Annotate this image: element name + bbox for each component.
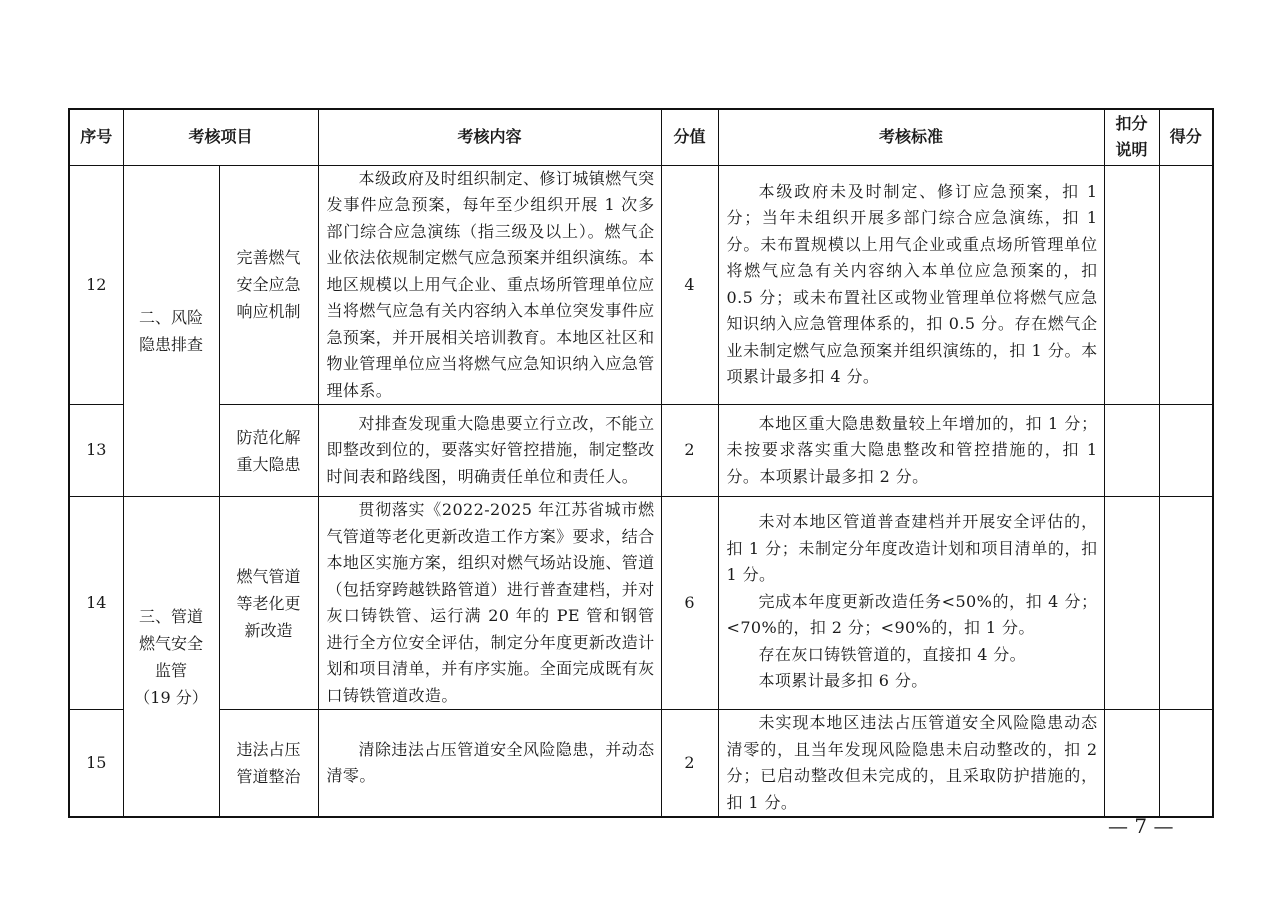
standard-text: 存在灰口铸铁管道的，直接扣 4 分。: [758, 644, 1027, 664]
row-seq: 14: [69, 497, 123, 710]
deduction-note-cell[interactable]: [1104, 710, 1159, 818]
content-cell: [318, 497, 661, 710]
category-label-line: 三、管道: [138, 606, 203, 626]
page-number: — 7 —: [1108, 814, 1174, 838]
earned-score-cell[interactable]: [1159, 497, 1213, 710]
row-seq: 12: [69, 165, 123, 405]
content-text: 本级政府及时组织制定、修订城镇燃气突发事件应急预案，每年至少组织开展 1 次多部门综合应急演练（指三级及以上）。燃气企业依法依规制定燃气应急预案并组织演练。本地区规模以上用气企业、重点场所管理单位应当将燃气应急有关内容纳入本单位突发事件应急预案，并开展相关培训教育。本地区社区和物业管理单位应当将燃气应急知识纳入应急管理体系。: [326, 168, 655, 400]
row-seq: 15: [69, 710, 123, 818]
deduction-note-cell[interactable]: [1104, 165, 1159, 405]
table-row: [69, 165, 1213, 405]
header-deduction-note-label: 扣分说明: [1115, 114, 1148, 159]
header-item: 考核项目: [123, 109, 318, 165]
assessment-table: [68, 108, 1214, 818]
category-cell: [123, 165, 219, 497]
header-score: 分值: [661, 109, 718, 165]
header-seq: 序号: [69, 109, 123, 165]
score-cell: 2: [661, 405, 718, 497]
sub-item-label: 违法占压管道整治: [236, 740, 301, 786]
sub-item-cell: [219, 165, 318, 405]
standard-text: 未对本地区管道普查建档并开展安全评估的，扣 1 分；未制定分年度改造计划和项目清单的，扣 1 分。: [726, 512, 1098, 584]
category-cell: [123, 497, 219, 818]
standard-text: 本项累计最多扣 6 分。: [758, 671, 928, 690]
category-label-line: 燃气安全: [138, 633, 203, 653]
standard-cell: [718, 497, 1104, 710]
table-row: [69, 710, 1213, 818]
sub-item-label: 防范化解重大隐患: [236, 427, 301, 474]
sub-item-cell: [219, 710, 318, 818]
standard-text: 未实现本地区违法占压管道安全风险隐患动态清零的，且当年发现风险隐患未启动整改的，扣 2 分；已启动整改但未完成的，且采取防护措施的，扣 1 分。: [726, 713, 1098, 812]
earned-score-cell[interactable]: [1159, 710, 1213, 818]
header-row: [69, 109, 1213, 165]
table-row: [69, 405, 1213, 497]
category-label: 二、风险隐患排查: [138, 307, 203, 354]
earned-score-cell[interactable]: [1159, 165, 1213, 405]
content-cell: [318, 710, 661, 818]
content-text: 对排查发现重大隐患要立行立改，不能立即整改到位的，要落实好管控措施，制定整改时间表和路线图，明确责任单位和责任人。: [326, 413, 655, 486]
earned-score-cell[interactable]: [1159, 405, 1213, 497]
standard-text: 本级政府未及时制定、修订应急预案，扣 1 分；当年未组织开展多部门综合应急演练，扣 1 分。未布置规模以上用气企业或重点场所管理单位将燃气应急有关内容纳入本单位应急预案的，扣 0.5 分；或未布置社区或物业管理单位将燃气应急知识纳入应急管理体系的，扣 0.5 分。存在燃气企业未制定燃气应急预案并组织演练的，扣 1 分。本项累计最多扣 4 分。: [726, 181, 1098, 387]
sub-item-cell: [219, 405, 318, 497]
category-score-line: （19 分）: [134, 687, 208, 707]
table-row: [69, 497, 1213, 710]
deduction-note-cell[interactable]: [1104, 405, 1159, 497]
header-earned: 得分: [1159, 109, 1213, 165]
score-cell: 4: [661, 165, 718, 405]
score-cell: 6: [661, 497, 718, 710]
sub-item-label: 燃气管道等老化更新改造: [236, 566, 301, 640]
deduction-note-cell[interactable]: [1104, 497, 1159, 710]
content-cell: [318, 165, 661, 405]
standard-cell: [718, 405, 1104, 497]
header-standard: 考核标准: [718, 109, 1104, 165]
score-cell: 2: [661, 710, 718, 818]
header-deduction-note: [1104, 109, 1159, 165]
content-cell: [318, 405, 661, 497]
sub-item-cell: [219, 497, 318, 710]
sub-item-label: 完善燃气安全应急响应机制: [236, 248, 301, 322]
header-content: 考核内容: [318, 109, 661, 165]
row-seq: 13: [69, 405, 123, 497]
content-text: 清除违法占压管道安全风险隐患，并动态清零。: [326, 739, 655, 785]
standard-cell: [718, 165, 1104, 405]
standard-text: 完成本年度更新改造任务<50%的，扣 4 分；<70%的，扣 2 分；<90%的，扣 1 分。: [726, 591, 1098, 637]
standard-text: 本地区重大隐患数量较上年增加的，扣 1 分；未按要求落实重大隐患整改和管控措施的，扣 1 分。本项累计最多扣 2 分。: [726, 413, 1098, 486]
standard-cell: [718, 710, 1104, 818]
category-label-line: 监管: [154, 660, 187, 680]
content-text: 贯彻落实《2022-2025 年江苏省城市燃气管道等老化更新改造工作方案》要求，结合本地区实施方案，组织对燃气场站设施、管道（包括穿跨越铁路管道）进行普查建档，并对灰口铸铁管、运行满 20 年的 PE 管和钢管进行全方位安全评估，制定分年度更新改造计划和项目清单，并有序实施。全面完成既有灰口铸铁管道改造。: [326, 500, 655, 705]
